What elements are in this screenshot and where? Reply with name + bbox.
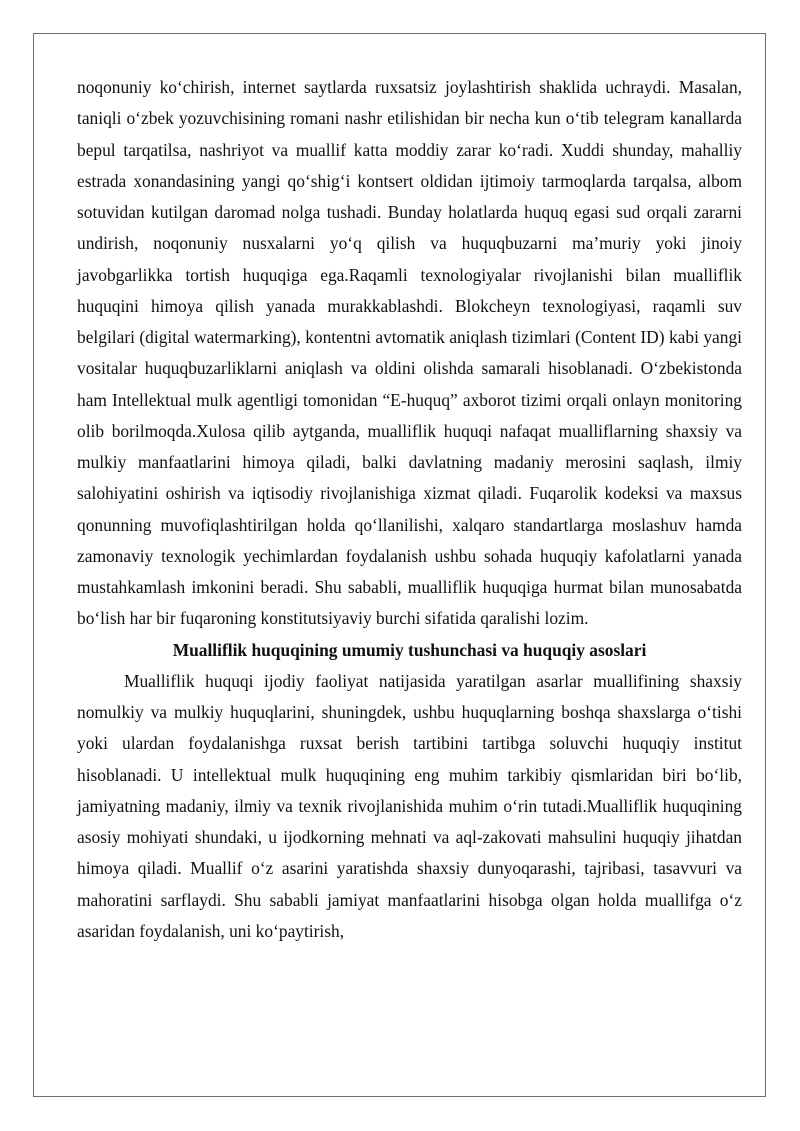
body-paragraph: noqonuniy ko‘chirish, internet saytlarda ruxsatsiz joylashtirish shaklida uchraydi. Masalan, taniqli o‘zbek yozuvchisining romani nashr etilishidan bir necha kun o‘tib telegram kanallarda bepul tarqatilsa, nashriyot va muallif katta moddiy zarar ko‘radi. Xuddi shunday, mahalliy estrada xonandasining yangi qo‘shig‘i kontsert oldidan ijtimoiy tarmoqlarda tarqalsa, albom sotuvidan kutilgan daromad nolga tushadi. Bunday holatlarda huquq egasi sud orqali zararni undirish, noqonuniy nusxalarni yo‘q qilish va huquqbuzarni ma’muriy yoki jinoiy javobgarlikka tortish huquqiga ega.Raqamli texnologiyalar rivojlanishi bilan mualliflik huquqini himoya qilish yanada murakkablashdi. Blokcheyn texnologiyasi, raqamli suv belgilari (digital watermarking), kontentni avtomatik aniqlash tizimlari (Content ID) kabi yangi vositalar huquqbuzarliklarni aniqlash va oldini olishda samarali hisoblanadi. O‘zbekistonda ham Intellektual mulk agentligi tomonidan “E-huquq” axborot tizimi orqali onlayn monitoring olib borilmoqda.Xulosa qilib aytganda, mualliflik huquqi nafaqat mualliflarning shaxsiy va mulkiy manfaatlarini himoya qiladi, balki davlatning madaniy merosini saqlash, ilmiy salohiyatini oshirish va iqtisodiy rivojlanishiga xizmat qiladi. Fuqarolik kodeksi va maxsus qonunning muvofiqlashtirilgan holda qo‘llanilishi, xalqaro standartlarga moslashuv hamda zamonaviy texnologik yechimlardan foydalanish ushbu sohada huquqiy kafolatlarni yanada mustahkamlash imkonini beradi. Shu sababli, mualliflik huquqiga hurmat bilan munosabatda bo‘lish har bir fuqaroning konstitutsiyaviy burchi sifatida qaralishi lozim. [77,77,742,629]
document-body [77,72,742,947]
body-paragraph: Mualliflik huquqi ijodiy faoliyat natijasida yaratilgan asarlar muallifining shaxsiy nomulkiy va mulkiy huquqlarini, shuningdek, ushbu huquqlarning boshqa shaxslarga o‘tishi yoki ulardan foydalanishga ruxsat berish tartibini tartibga soluvchi huquqiy institut hisoblanadi. U intellektual mulk huquqining eng muhim tarkibiy qismlaridan biri bo‘lib, jamiyatning madaniy, ilmiy va texnik rivojlanishida muhim o‘rin tutadi.Mualliflik huquqining asosiy mohiyati shundaki, u ijodkorning mehnati va aql-zakovati mahsulini huquqiy jihatdan himoya qiladi. Muallif o‘z asarini yaratishda shaxsiy dunyoqarashi, tajribasi, tasavvuri va mahoratini sarflaydi. Shu sababli jamiyat manfaatlarini hisobga olgan holda muallifga o‘z asaridan foydalanish, uni ko‘paytirish, [77,670,742,941]
section-heading: Mualliflik huquqining umumiy tushunchasi va huquqiy asoslari [172,639,647,660]
